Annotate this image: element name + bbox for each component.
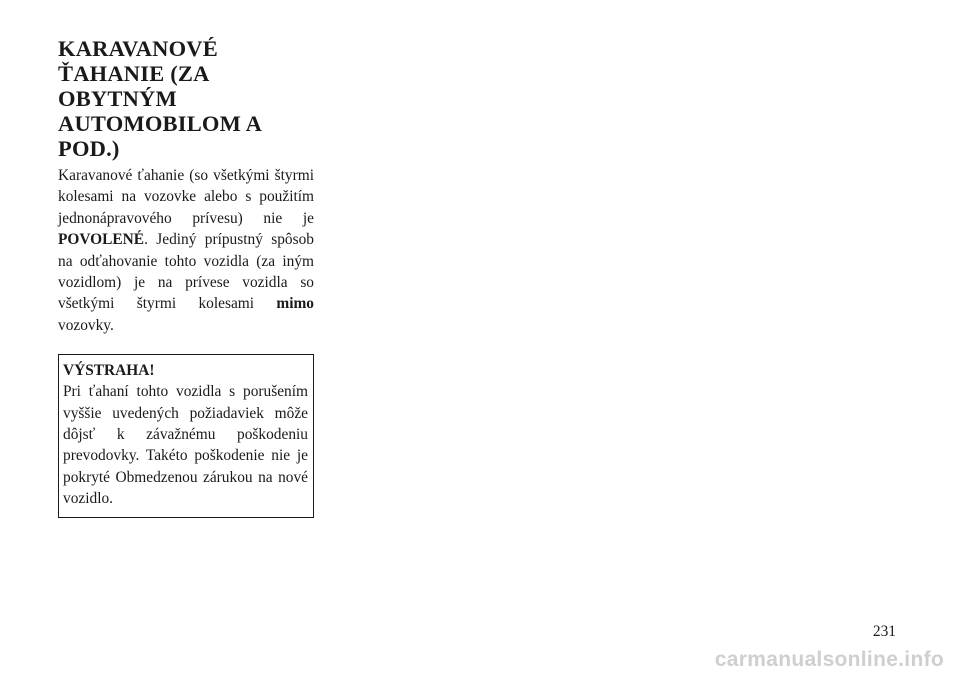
body-bold-permitted: POVOLENÉ [58,231,145,249]
body-bold-off: mimo [276,295,314,313]
watermark: carmanualsonline.info [714,648,944,671]
warning-text: Pri ťahaní tohto vozidla s porušením vyššie uvedených požiadaviek môže dôjsť k závažnému poškodeniu prevodovky. Takéto poškodenie nie je pokryté Obmedzenou zárukou na nové vozidlo. [63,383,308,508]
section-body-paragraph [58,165,314,336]
section-title-line: ŤAHANIE (ZA [58,61,210,86]
page-number: 231 [872,623,896,640]
section-title [58,36,314,161]
section-title-line: KARAVANOVÉ [58,36,218,61]
body-text-segment: . Jediný prípustný spôsob na odťahovanie tohto vozidla (za iným vozidlom) je na prívese vozidla so všetkými štyrmi kolesami [58,231,314,313]
body-text-segment: vozovky. [58,316,114,334]
body-text-segment: Karavanové ťahanie (so všetkými štyrmi kolesami na vozovke alebo s použitím jednonápravového prívesu) nie je [58,167,314,227]
warning-title: VÝSTRAHA! [63,362,155,380]
section-title-line: AUTOMOBILOM A [58,111,263,136]
content-column [58,36,314,518]
section-title-line: OBYTNÝM [58,86,177,111]
warning-box [58,354,314,517]
section-title-line: POD.) [58,136,120,161]
